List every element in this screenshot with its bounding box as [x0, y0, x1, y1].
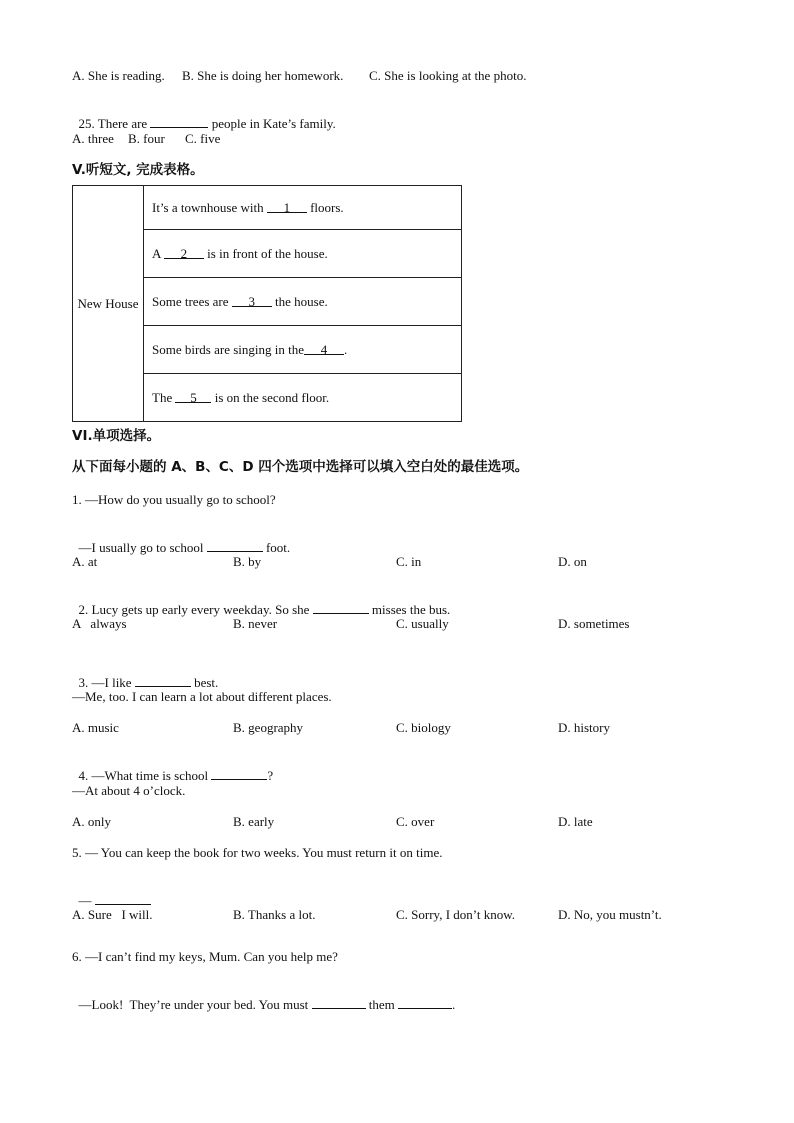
q3-post: best.	[194, 675, 219, 690]
q1-option-d: D. on	[558, 554, 587, 569]
q1-l2-post: foot.	[265, 540, 291, 555]
q5-dash: —	[78, 893, 92, 908]
q1-l2-pre: —I usually go to school	[78, 540, 204, 555]
q24-option-a: A. She is reading.	[72, 68, 165, 83]
q5-line2	[72, 876, 151, 909]
row-text: Some trees are	[152, 293, 229, 309]
table-blank-3[interactable]: 3	[232, 294, 272, 307]
row-text: .	[344, 341, 348, 357]
table-row-3	[144, 278, 462, 326]
row-text: The	[152, 389, 173, 405]
q25-blank[interactable]	[150, 115, 208, 128]
q2-blank[interactable]	[313, 601, 369, 614]
q1-stem: 1. —How do you usually go to school?	[72, 492, 276, 507]
q3-option-a: A. music	[72, 720, 119, 735]
table-label: New House	[73, 186, 144, 422]
q3-blank[interactable]	[135, 674, 191, 687]
q6-pre: —Look! They’re under your bed. You must	[78, 997, 309, 1012]
q4-post: ?	[267, 768, 274, 783]
q6-line2	[72, 980, 455, 1013]
q3-option-d: D. history	[558, 720, 610, 735]
q1-blank[interactable]	[207, 539, 263, 552]
q4-stem	[72, 751, 273, 784]
table-row-2	[144, 230, 462, 278]
q1-line2	[72, 523, 290, 556]
row-text: is on the second floor.	[214, 389, 330, 405]
q1-option-a: A. at	[72, 554, 98, 569]
table-blank-1[interactable]: 1	[267, 200, 307, 213]
q3-option-b: B. geography	[233, 720, 304, 735]
section5-heading: V.听短文, 完成表格。	[72, 162, 204, 178]
new-house-table	[72, 185, 462, 422]
q25-suffix: people in Kate’s family.	[211, 116, 336, 131]
q5-option-d: D. No, you mustn’t.	[558, 907, 662, 922]
q6-blank-1[interactable]	[312, 996, 366, 1009]
row-text: floors.	[310, 199, 344, 215]
q5-blank[interactable]	[95, 892, 151, 905]
table-blank-4[interactable]: 4	[304, 342, 344, 355]
row-text: is in front of the house.	[207, 245, 328, 261]
q25-option-c: C. five	[185, 131, 221, 146]
table-blank-5[interactable]: 5	[175, 390, 211, 403]
row-text: A	[152, 245, 161, 261]
q24-option-b: B. She is doing her homework.	[182, 68, 344, 83]
section6-heading: VI.单项选择。	[72, 428, 161, 444]
q4-pre: 4. —What time is school	[78, 768, 209, 783]
q4-blank[interactable]	[211, 767, 267, 780]
q6-mid: them	[368, 997, 395, 1012]
q2-post: misses the bus.	[371, 602, 451, 617]
q5-option-b: B. Thanks a lot.	[233, 907, 316, 922]
q2-option-c: C. usually	[396, 616, 449, 631]
q5-stem: 5. — You can keep the book for two weeks. You must return it on time.	[72, 845, 443, 860]
row-text: Some birds are singing in the	[152, 341, 305, 357]
q1-option-b: B. by	[233, 554, 262, 569]
q25-stem	[72, 99, 336, 132]
section6-instruction: 从下面每小题的 A、B、C、D 四个选项中选择可以填入空白处的最佳选项。	[72, 459, 529, 475]
q2-stem	[72, 585, 450, 618]
q6-stem: 6. —I can’t find my keys, Mum. Can you help me?	[72, 949, 338, 964]
q25-option-a: A. three	[72, 131, 114, 146]
q2-pre: 2. Lucy gets up early every weekday. So she	[78, 602, 310, 617]
q25-option-b: B. four	[128, 131, 165, 146]
q24-option-c: C. She is looking at the photo.	[369, 68, 527, 83]
table-row-1	[144, 186, 462, 230]
q4-option-d: D. late	[558, 814, 593, 829]
q5-option-c: C. Sorry, I don’t know.	[396, 907, 516, 922]
q2-option-d: D. sometimes	[558, 616, 630, 631]
q4-option-a: A. only	[72, 814, 111, 829]
table-row-4	[144, 326, 462, 374]
q1-option-c: C. in	[396, 554, 422, 569]
q5-option-a: A. Sure I will.	[72, 907, 153, 922]
q4-option-b: B. early	[233, 814, 275, 829]
row-text: the house.	[275, 293, 328, 309]
q3-option-c: C. biology	[396, 720, 451, 735]
q2-option-a: A always	[72, 616, 127, 631]
q3-stem	[72, 658, 218, 691]
q6-blank-2[interactable]	[398, 996, 452, 1009]
q2-option-b: B. never	[233, 616, 278, 631]
q3-pre: 3. —I like	[78, 675, 132, 690]
q4-line2: —At about 4 o’clock.	[72, 783, 186, 798]
table-row-5	[144, 374, 462, 422]
table-blank-2[interactable]: 2	[164, 246, 204, 259]
q4-option-c: C. over	[396, 814, 435, 829]
q25-prefix: 25. There are	[78, 116, 148, 131]
row-text: It’s a townhouse with	[152, 199, 264, 215]
q3-line2: —Me, too. I can learn a lot about different places.	[72, 689, 332, 704]
q6-post: .	[452, 997, 456, 1012]
